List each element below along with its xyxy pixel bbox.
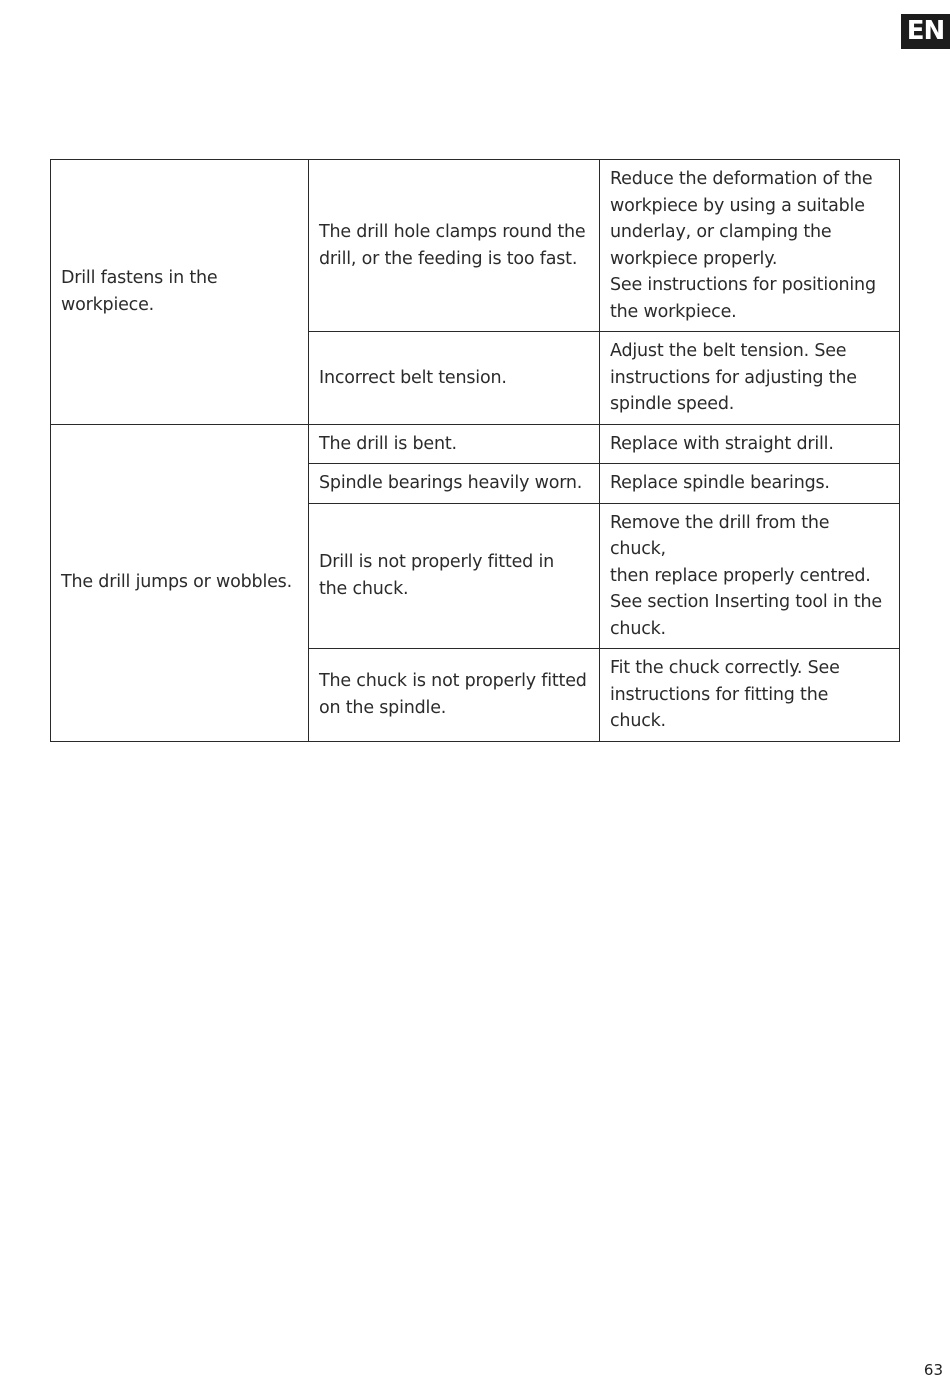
remedy-text: Fit the chuck correctly. See xyxy=(610,658,840,678)
remedy-cell xyxy=(600,503,900,649)
problem-text: Drill fastens in the xyxy=(61,268,218,289)
cause-text: drill, or the feeding is too fast. xyxy=(319,248,578,269)
cause-text: Spindle bearings heavily worn. xyxy=(319,473,583,493)
remedy-text: the workpiece. xyxy=(610,301,737,322)
table-row xyxy=(51,424,900,464)
remedy-text: See instructions for positioning xyxy=(610,275,876,295)
cause-cell xyxy=(309,649,600,742)
remedy-text: Replace spindle bearings. xyxy=(610,473,830,493)
troubleshooting-table xyxy=(50,159,900,742)
cause-text: Incorrect belt tension. xyxy=(319,367,507,388)
remedy-text: See section Inserting tool in the xyxy=(610,592,882,612)
cause-text: The drill is bent. xyxy=(319,433,457,454)
cause-cell xyxy=(309,464,600,504)
page-number: 63 xyxy=(923,1361,943,1379)
remedy-text: Remove the drill from the chuck, xyxy=(610,512,830,559)
remedy-text: instructions for adjusting the xyxy=(610,367,857,388)
remedy-text: workpiece by using a suitable xyxy=(610,195,865,216)
remedy-text: underlay, or clamping the xyxy=(610,222,832,242)
remedy-text: instructions for fitting the chuck. xyxy=(610,684,829,731)
cause-text: The drill hole clamps round the xyxy=(319,222,586,242)
cause-cell xyxy=(309,503,600,649)
cause-text: The chuck is not properly fitted xyxy=(319,671,587,692)
cause-text: on the spindle. xyxy=(319,697,447,718)
remedy-text: Replace with straight drill. xyxy=(610,433,834,454)
language-badge: EN xyxy=(901,14,950,49)
remedy-text: then replace properly centred. xyxy=(610,565,871,586)
problem-text: workpiece. xyxy=(61,294,155,315)
cause-text: Drill is not properly fitted in xyxy=(319,552,554,573)
remedy-text: Reduce the deformation of the xyxy=(610,169,873,189)
remedy-text: Adjust the belt tension. See xyxy=(610,341,847,361)
remedy-cell xyxy=(600,424,900,464)
cause-text: the chuck. xyxy=(319,578,409,599)
table-row xyxy=(51,160,900,332)
remedy-text: spindle speed. xyxy=(610,394,735,414)
problem-cell xyxy=(51,424,309,741)
remedy-cell xyxy=(600,332,900,425)
cause-cell xyxy=(309,160,600,332)
remedy-cell xyxy=(600,464,900,504)
remedy-text: chuck. xyxy=(610,618,666,639)
remedy-cell xyxy=(600,649,900,742)
remedy-text: workpiece properly. xyxy=(610,248,778,269)
remedy-cell xyxy=(600,160,900,332)
cause-cell xyxy=(309,424,600,464)
problem-text: The drill jumps or wobbles. xyxy=(61,572,292,593)
cause-cell xyxy=(309,332,600,425)
problem-cell xyxy=(51,160,309,425)
